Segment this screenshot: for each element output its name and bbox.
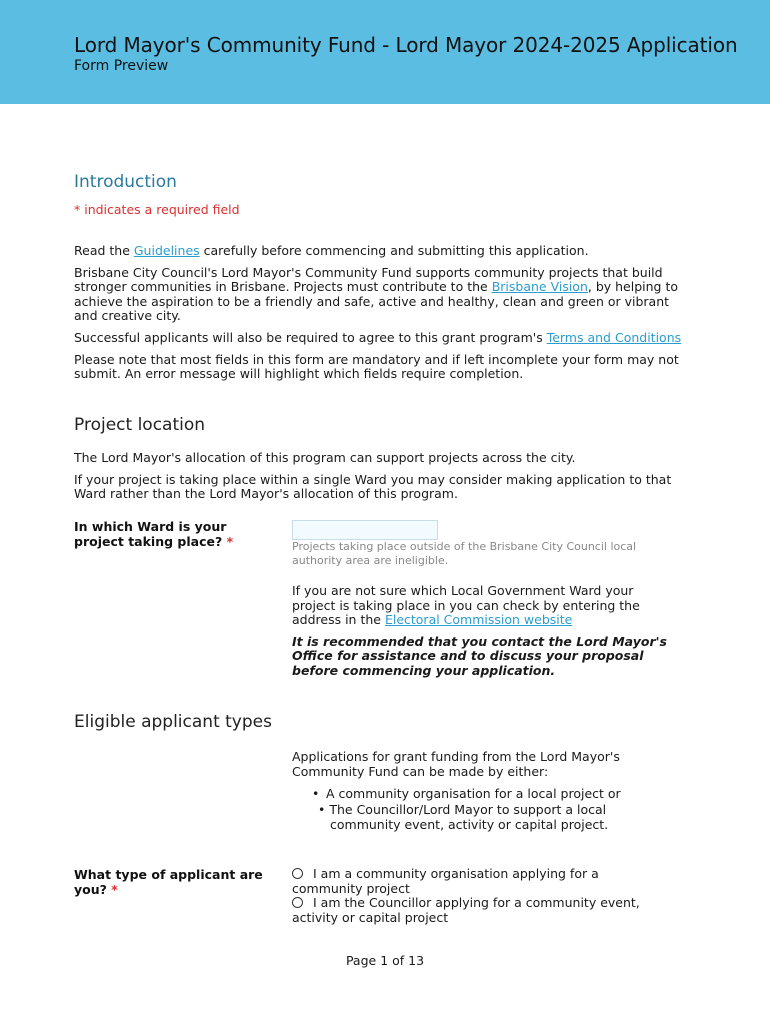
form-subtitle: Form Preview [74, 58, 169, 74]
mandatory-note-paragraph: Please note that most fields in this form are mandatory and if left incomplete your form may not submit. An error message will highlight which fields require completion. [74, 351, 679, 382]
ward-label: In which Ward is your project taking place? * [74, 519, 234, 549]
required-star: * [226, 534, 234, 549]
introduction-heading: Introduction [74, 172, 177, 192]
required-field-note: * indicates a required field [74, 202, 240, 217]
ward-check-block [292, 584, 667, 679]
eligible-list [306, 786, 626, 833]
ward-hint: Projects taking place outside of the Brisbane City Council local authority area are ineligible. [292, 540, 637, 567]
electoral-commission-link[interactable]: Electoral Commission website [384, 612, 573, 628]
applicant-type-label: What type of applicant are you? * [74, 867, 263, 897]
radio-option-councillor[interactable]: I am the Councillor applying for a community event, activity or capital project [292, 895, 640, 925]
form-title: Lord Mayor's Community Fund - Lord Mayor 2024-2025 Application [74, 33, 738, 57]
page-number: Page 1 of 13 [345, 953, 425, 968]
eligible-intro: Applications for grant funding from the Lord Mayor's Community Fund can be made by either: [292, 749, 620, 779]
guidelines-link[interactable]: Guidelines [133, 243, 200, 258]
brisbane-vision-link[interactable]: Brisbane Vision [491, 279, 588, 295]
radio-button[interactable] [292, 897, 303, 908]
vision-paragraph: Brisbane City Council's Lord Mayor's Community Fund supports community projects that build stronger communities in Brisbane. Projects must contribute to the Brisbane Vision, by helping to achieve the aspiration to be a friendly and safe, active and healthy, clean and green or vibrant and creative city. [74, 264, 678, 324]
list-item: • A community organisation for a local project or [312, 786, 621, 802]
radio-button[interactable] [292, 868, 303, 879]
radio-option-community[interactable]: I am a community organisation applying for a community project [292, 866, 599, 896]
list-item: • The Councillor/Lord Mayor to support a local community event, activity or capital project. [318, 801, 609, 833]
applicant-type-radio-group [292, 867, 667, 925]
location-paragraph-2: If your project is taking place within a single Ward you may consider making application to that Ward rather than the Lord Mayor's allocation of this program. [74, 471, 672, 502]
terms-link[interactable]: Terms and Conditions [546, 329, 682, 345]
location-paragraph-1: The Lord Mayor's allocation of this program can support projects across the city. [74, 450, 576, 465]
intro-text-block [74, 244, 684, 382]
recommendation-note: It is recommended that you contact the Lord Mayor's Office for assistance and to discuss your proposal before commencing your application. [292, 633, 667, 678]
eligible-text-block [292, 750, 652, 833]
location-text-block [74, 451, 684, 502]
project-location-heading: Project location [74, 415, 206, 435]
ward-check-paragraph: If you are not sure which Local Government Ward your project is taking place in you can check by entering the address in the Electoral Commission website [292, 583, 640, 628]
ward-input[interactable] [292, 520, 438, 540]
guidelines-paragraph: Read the Guidelines carefully before commencing and submitting this application. [74, 243, 589, 258]
required-star: * [111, 882, 118, 897]
page-header [0, 0, 770, 104]
terms-paragraph: Successful applicants will also be required to agree to this grant program's Terms and Conditions [74, 329, 682, 345]
eligible-applicant-heading: Eligible applicant types [74, 712, 272, 732]
